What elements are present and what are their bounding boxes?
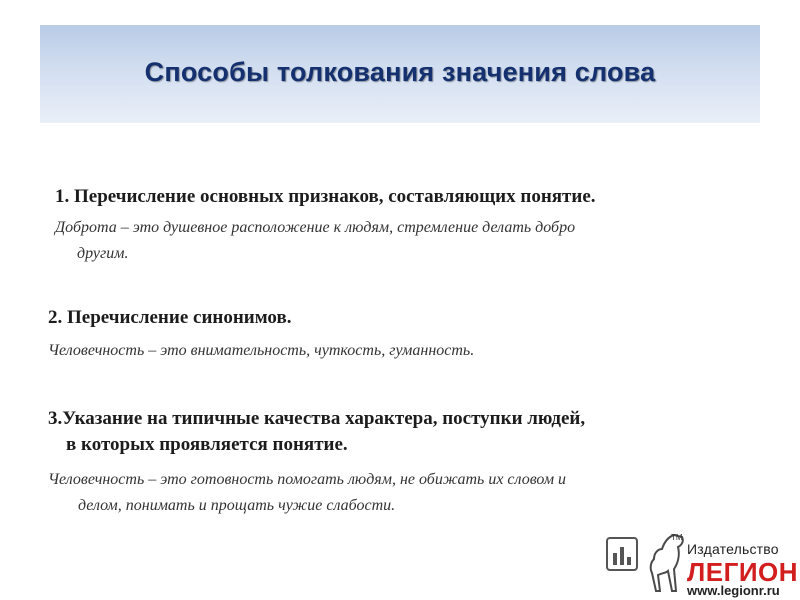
title-banner — [40, 25, 760, 123]
publisher-label: Издательство — [687, 541, 779, 557]
item-3-example-line-2: делом, понимать и прощать чужие слабости. — [78, 497, 396, 514]
item-1-title: 1. Перечисление основных признаков, составляющих понятие. — [55, 186, 596, 207]
item-1-example — [55, 215, 755, 267]
website-link[interactable]: www.legionr.ru — [687, 583, 780, 598]
publisher-logo — [600, 527, 800, 600]
item-3-example — [48, 467, 753, 519]
item-3-title-line-1: 3.Указание на типичные качества характера, поступки людей, — [48, 408, 586, 429]
item-3-title — [48, 406, 753, 458]
trademark-label: TM — [671, 533, 683, 542]
item-2-title: 2. Перечисление синонимов. — [48, 307, 292, 328]
item-1-example-line-2: другим. — [77, 245, 129, 262]
item-2-example: Человечность – это внимательность, чуткость, гуманность. — [48, 342, 475, 359]
item-3-title-line-2: в которых проявляется понятие. — [66, 434, 348, 455]
slide-title: Способы толкования значения слова — [144, 57, 656, 87]
chart-icon — [606, 537, 638, 571]
item-1-example-line-1: Доброта – это душевное расположение к людям, стремление делать добро — [55, 219, 576, 236]
horse-icon — [644, 531, 690, 595]
brand-name: ЛЕГИОН — [687, 557, 799, 587]
item-3-example-line-1: Человечность – это готовность помогать людям, не обижать их словом и — [48, 471, 567, 488]
